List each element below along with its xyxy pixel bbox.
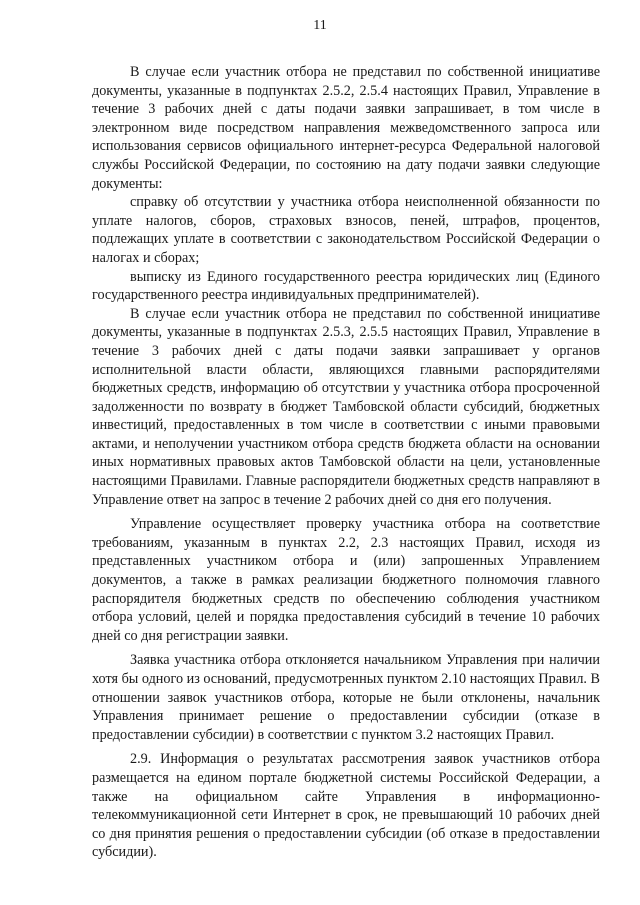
paragraph: 2.9. Информация о результатах рассмотрения заявок участников отбора размещается на едином портале бюджетной системы Российской Федерации, а также на официальном сайте Управления в информационно-телекоммуникационной сети Интернет в срок, не превышающий 10 рабочих дней со дня принятия решения о предоставлении субсидии (об отказе в предоставлении субсидии). — [92, 751, 600, 861]
paragraph: В случае если участник отбора не представил по собственной инициативе документы, указанные в подпунктах 2.5.2, 2.5.4 настоящих Правил, Управление в течение 3 рабочих дней с даты подачи заявки запрашивает, в том числе в электронном виде посредством направления межведомственного запроса или использования сервисов официального интернет-ресурса Федеральной налоговой службы Российской Федерации, по состоянию на дату подачи заявки следующие документы: — [92, 64, 600, 192]
paragraph: справку об отсутствии у участника отбора неисполненной обязанности по уплате налогов, сборов, страховых взносов, пеней, штрафов, процентов, подлежащих уплате в соответствии с законодательством Российской Федерации о налогах и сборах; — [92, 194, 600, 266]
paragraph: Заявка участника отбора отклоняется начальником Управления при наличии хотя бы одного из оснований, предусмотренных пунктом 2.10 настоящих Правил. В отношении заявок участников отбора, которые не были отклонены, начальник Управления принимает решение о предоставлении субсидии (отказе в предоставлении субсидии) в соответствии с пунктом 3.2 настоящих Правил. — [92, 652, 600, 743]
document-body — [92, 63, 600, 862]
paragraph: В случае если участник отбора не представил по собственной инициативе документы, указанные в подпунктах 2.5.3, 2.5.5 настоящих Правил, Управление в течение 3 рабочих дней с даты подачи заявки запрашивает у органов исполнительной власти области, являющихся главными распорядителями бюджетных средств, информацию об отсутствии у участника отбора просроченной задолженности по возврату в бюджет Тамбовской области субсидий, бюджетных инвестиций, предоставленных в том числе в соответствии с иными правовыми актами, и неполучении участником отбора средств бюджета области на основании иных нормативных правовых актов Тамбовской области на цели, установленные настоящими Правилами. Главные распорядители бюджетных средств направляют в Управление ответ на запрос в течение 2 рабочих дней со дня его получения. — [92, 305, 600, 508]
paragraph: выписку из Единого государственного реестра юридических лиц (Единого государственного реестра индивидуальных предпринимателей). — [92, 268, 600, 304]
paragraph: Управление осуществляет проверку участника отбора на соответствие требованиям, указанным в пунктах 2.2, 2.3 настоящих Правил, исходя из представленных участником отбора и (или) запрошенных Управлением документов, а также в рамках реализации бюджетного полномочия главного распорядителя бюджетных средств по обеспечению соблюдения участником отбора условий, целей и порядка предоставления субсидий в течение 10 рабочих дней со дня регистрации заявки. — [92, 516, 600, 644]
page-number: 11 — [313, 18, 327, 33]
